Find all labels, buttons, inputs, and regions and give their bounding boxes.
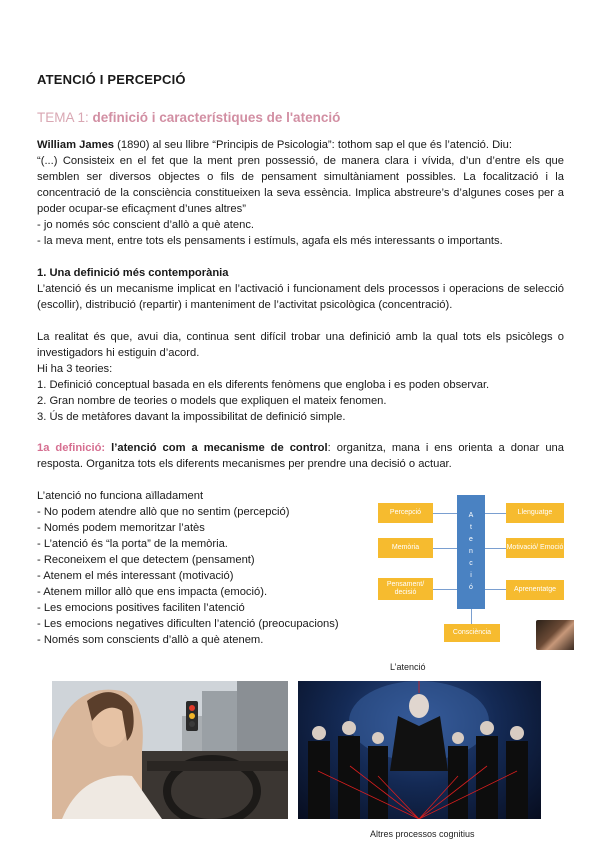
author-name: William James [37,139,115,151]
box-llenguatge: Llenguatge [506,503,564,523]
page-title: ATENCIÓ I PERCEPCIÓ [37,72,186,87]
definition-1 [37,440,564,472]
orchestra-photo [298,681,541,819]
caption-attention: L’atenció [390,662,426,672]
intro-bullet-1: - jo només sóc conscient d’allò a què atenc. [37,219,255,231]
center-letter: t [470,524,472,531]
topic-text: definició i característiques de l'atenció [92,110,341,125]
connector-line [433,513,457,514]
box-atencio [457,495,485,609]
center-letter: c [469,560,473,567]
list-item: - Només podem memoritzar l’atès [37,522,205,534]
attention-list [37,488,377,648]
section-1-text: L’atenció és un mecanisme implicat en l’activació i funcionament dels processos i operacions de selecció (escollir), distribució (repartir) i manteniment de l’activitat psicològica (concentració). [37,283,564,311]
list-item: - Les emocions negatives dificulten l’atenció (preocupacions) [37,618,339,630]
box-pensament: Pensament/ decisió [378,578,433,600]
orchestra-illustration [298,681,541,819]
driver-illustration [52,681,288,819]
center-letter: i [470,572,472,579]
section-1-heading: 1. Una definició més contemporània [37,267,229,279]
portrait-photo [536,620,574,650]
theory-3: 3. Ús de metàfores davant la impossibilitat de definició simple. [37,411,346,423]
box-motivacio: Motivació/ Emoció [506,538,564,558]
list-item: - Atenem el més interessant (motivació) [37,570,234,582]
topic-heading [37,110,340,125]
box-percepcio: Percepció [378,503,433,523]
connector-line [485,589,506,590]
intro-quote: “(...) Consisteix en el fet que la ment pren possessió, de manera clara i vívida, d’un d’entre els que semblen ser diversos objectes o fils de pensament simultàniament possibles. La focalització i la concentració de la consciència constitueixen la seva essència. Implica abstreure’s d’algunes coses per a poder ocupar-se eficaçment d’unes altres” [37,155,564,215]
theory-2: 2. Gran nombre de teories o models que expliquen el mateix fenomen. [37,395,387,407]
list-item: - No podem atendre allò que no sentim (percepció) [37,506,290,518]
connector-line [433,548,457,549]
intro-bullet-2: - la meva ment, entre tots els pensaments i estímuls, agafa els més interessants o importants. [37,235,503,247]
intro-line-1: (1890) al seu llibre “Principis de Psicologia”: tothom sap el que és l’atenció. Diu: [114,139,512,151]
box-consciencia: Consciència [444,624,500,642]
definition-1-bold: l’atenció com a mecanisme de control [105,442,328,454]
definition-1-label: 1a definició: [37,442,106,454]
box-memoria: Memòria [378,538,433,558]
center-letter: A [468,512,474,519]
list-item: - Reconeixem el que detectem (pensament) [37,554,255,566]
reality-paragraph [37,329,564,425]
list-item: - Atenem millor allò que ens impacta (emoció). [37,586,268,598]
center-letter: e [469,536,473,543]
connector-line [485,513,506,514]
list-item: - L’atenció és “la porta” de la memòria. [37,538,228,550]
intro-paragraph [37,137,564,249]
topic-prefix: TEMA 1: [37,110,89,125]
caption-other-processes: Altres processos cognitius [370,829,475,839]
attention-list-intro: L’atenció no funciona aïlladament [37,490,204,502]
connector-line [433,589,457,590]
driver-photo [52,681,288,819]
theory-1: 1. Definició conceptual basada en els diferents fenòmens que engloba i es poden observar. [37,379,490,391]
definition-1-text: : organitza, mana i ens orienta a donar una resposta. Organitza tots els diferents mecanismes per prendre una decisió o actuar. [37,442,564,470]
connector-line [471,609,472,624]
list-item: - Les emocions positives faciliten l’atenció [37,602,245,614]
section-1 [37,265,564,313]
list-item: - Només som conscients d’allò a què atenem. [37,634,264,646]
center-letter: ó [469,584,473,591]
center-letter: n [469,548,473,555]
connector-line [485,548,506,549]
theories-intro: Hi ha 3 teories: [37,363,113,375]
box-aprenentatge: Aprenentatge [506,580,564,600]
reality-text: La realitat és que, avui dia, continua sent difícil trobar una definició amb la qual tots els psicòlegs o investigadors hi estiguin d’acord. [37,331,564,359]
